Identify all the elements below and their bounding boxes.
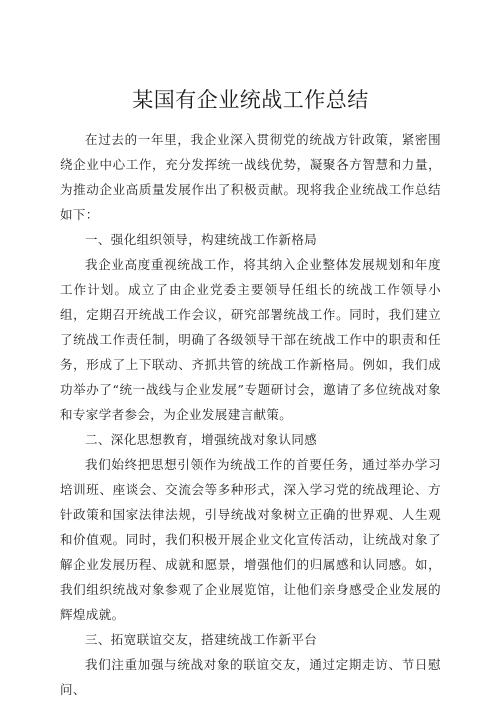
section-paragraph-1: 我企业高度重视统战工作，将其纳入企业整体发展规划和年度工作计划。成立了由企业党委主要领导任组长的统战工作领导小组，定期召开统战工作会议，研究部署统战工作。同时，我们建立了统战工作责任制，明确了各级领导干部在统战工作中的职责和任务，形成了上下联动、齐抓共管的统战工作新格局。例如，我们成功举办了“统一战线与企业发展”专题研讨会，邀请了多位统战对象和专家学者参会，为企业发展建言献策。: [60, 257, 441, 422]
section-heading-3: 三、拓宽联谊交友，搭建统战工作新平台: [85, 632, 318, 647]
section-paragraph-2: 我们始终把思想引领作为统战工作的首要任务，通过举办学习培训班、座谈会、交流会等多种形式，深入学习党的统战理论、方针政策和国家法律法规，引导统战对象树立正确的世界观、人生观和价值观。同时，我们积极开展企业文化宣传活动，让统战对象了解企业发展历程、成就和愿景，增强他们的归属感和认同感。如，我们组织统战对象参观了企业展览馆，让他们亲身感受企业发展的辉煌成就。: [60, 457, 441, 622]
document-title: 某国有企业统战工作总结: [132, 88, 369, 112]
section-paragraph-3: 我们注重加强与统战对象的联谊交友，通过定期走访、节日慰问、: [60, 657, 441, 697]
document-body: [60, 127, 441, 702]
section-heading-2: 二、深化思想教育，增强统战对象认同感: [85, 432, 318, 447]
intro-paragraph: 在过去的一年里，我企业深入贯彻党的统战方针政策，紧密围绕企业中心工作，充分发挥统一战线优势，凝聚各方智慧和力量，为推动企业高质量发展作出了积极贡献。现将我企业统战工作总结如下：: [60, 132, 441, 222]
section-heading-1: 一、强化组织领导，构建统战工作新格局: [85, 232, 318, 247]
